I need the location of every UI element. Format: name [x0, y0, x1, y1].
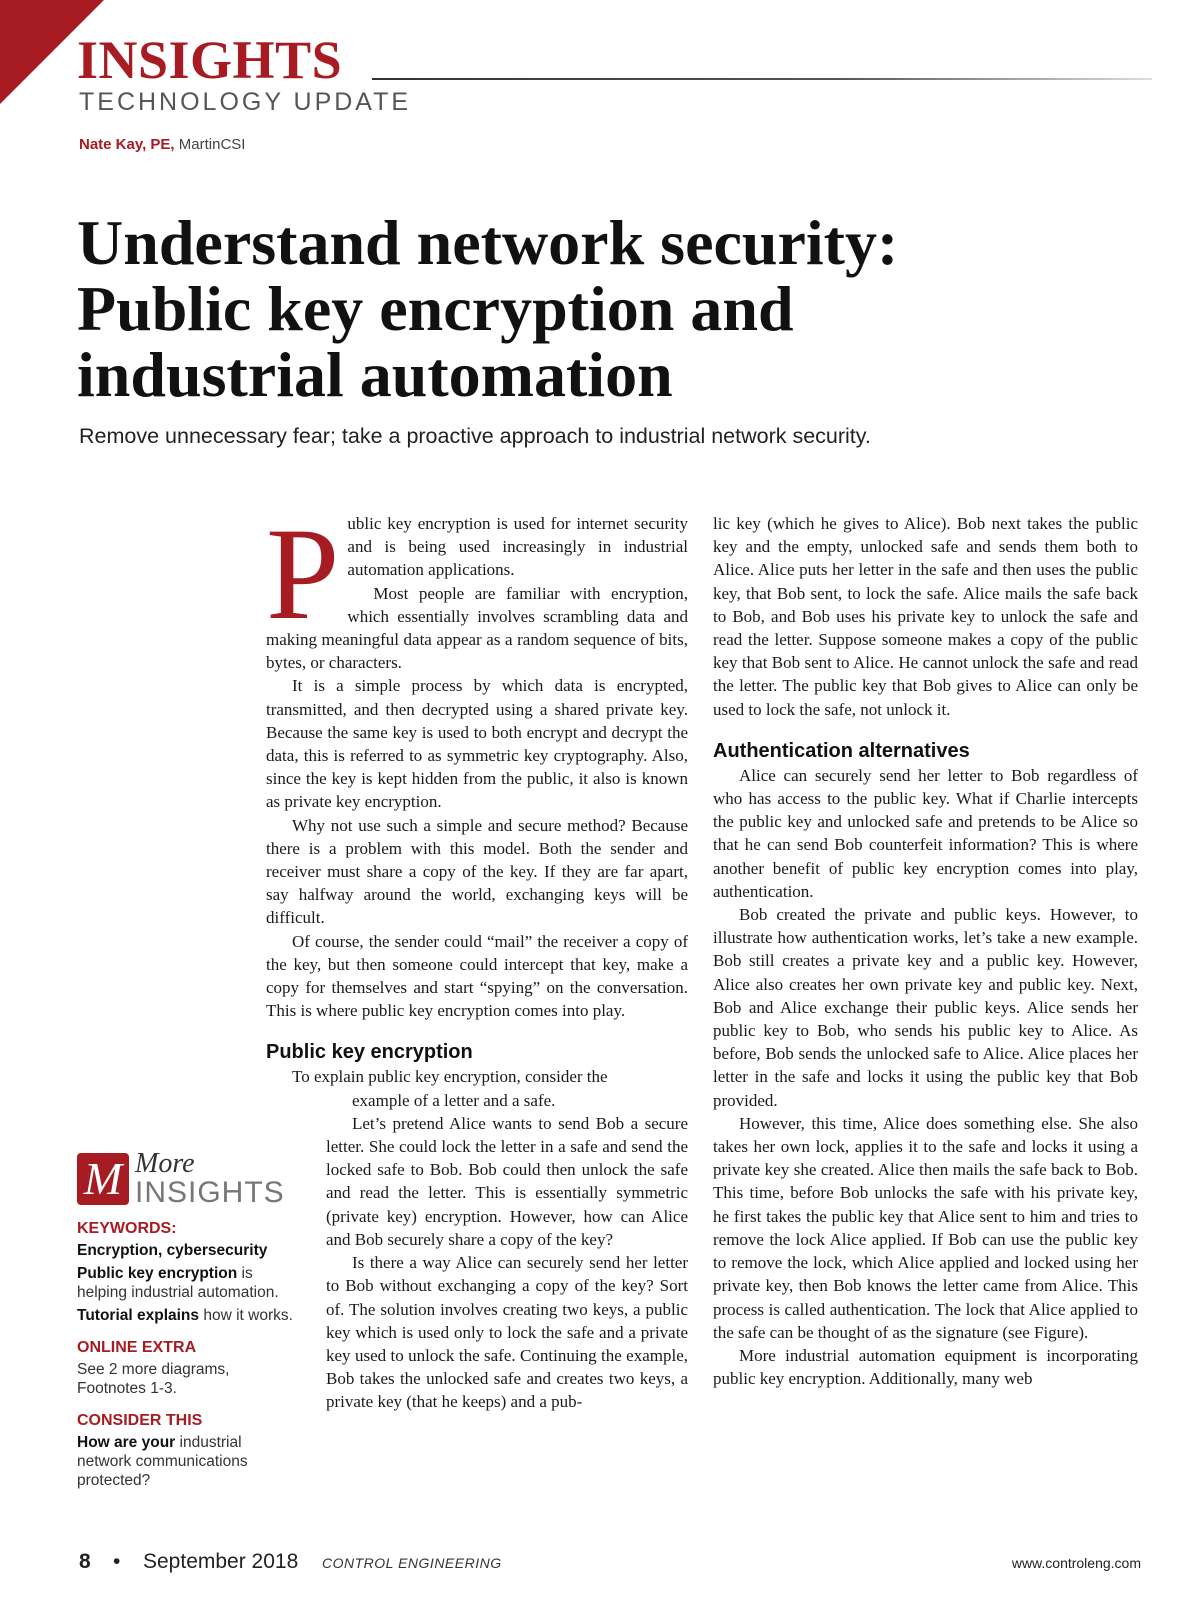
- magazine-name: CONTROL ENGINEERING: [322, 1555, 502, 1571]
- m-logo-icon: M: [77, 1153, 129, 1205]
- more-insights-sidebar: [77, 1148, 297, 1494]
- deck: Remove unnecessary fear; take a proactive approach to industrial network security.: [79, 424, 871, 448]
- article-column-1: [266, 500, 688, 1414]
- section2-paragraph-4: More industrial automation equipment is incorporating public key encryption. Additionally, many web: [713, 1345, 1138, 1389]
- headline-line-1: Understand network security:: [77, 207, 899, 278]
- section2-paragraph-1: Alice can securely send her letter to Bob regardless of who has access to the public key. What if Charlie intercepts the public key and unlocked safe and pretends to be Alice so that he can send Bob counterfeit information? This is where another benefit of public key encryption comes into play, authentication.: [713, 765, 1138, 901]
- intro-paragraph-4: Why not use such a simple and secure method? Because there is a problem with this model. Both the sender and receiver must share a copy of the key. If they are far apart, say halfway around the world, exchanging keys will be difficult.: [266, 815, 688, 928]
- section-heading-authentication: Authentication alternatives: [713, 739, 970, 762]
- logo-text: [135, 1150, 285, 1208]
- more-insights-logo: [77, 1148, 297, 1209]
- headline-line-3: industrial automation: [77, 339, 673, 410]
- consider-this-text: How are your industrial network communications protected?: [77, 1434, 248, 1489]
- section2-paragraph-2: Bob created the private and public keys. However, to illustrate how authentication works, let’s take a new example. Bob still creates a private key and a public key. However, Alice also creates her own private key and public key. Next, Bob and Alice exchange their public keys. Alice sends her public key to Bob, who sends his public key to Alice. As before, Bob sends the unlocked safe to Alice. Alice places her letter in the safe and locks it using the public key that Bob provided.: [713, 905, 1138, 1110]
- keywords-heading: KEYWORDS:: [77, 1220, 177, 1237]
- online-extra-text: See 2 more diagrams, Footnotes 1-3.: [77, 1361, 230, 1397]
- intro-paragraph-2: Most people are familiar with encryption, which essentially involves scrambling data and making meaningful data appear as a random sequence of bits, bytes, or characters.: [266, 583, 688, 673]
- page-number: 8: [79, 1550, 91, 1573]
- page-footer: [79, 1550, 1141, 1580]
- intro-paragraph-5: Of course, the sender could “mail” the receiver a copy of the key, but then someone could intercept that key, make a copy for themselves and start “spying” on the conversation. This is where public key encryption comes into play.: [266, 931, 688, 1021]
- section1-paragraph-1: example of a letter and a safe.: [352, 1090, 556, 1110]
- section1-paragraph-2: Let’s pretend Alice wants to send Bob a secure letter. She could lock the letter in a safe and send the locked safe to Bob. Bob could then unlock the safe and read the letter. This is essentially symmetric (private key) encryption. However, how can Alice and Bob securely share a copy of the key?: [326, 1113, 688, 1249]
- section1-lead: To explain public key encryption, consider the: [292, 1067, 608, 1087]
- article-column-2: [713, 512, 1138, 1390]
- section1-indented-block: [266, 1089, 688, 1414]
- section-heading-public-key: Public key encryption: [266, 1041, 473, 1064]
- logo-more: More: [135, 1148, 195, 1179]
- online-extra-heading: ONLINE EXTRA: [77, 1339, 197, 1356]
- headline-line-2: Public key encryption and: [77, 273, 794, 344]
- section-subtitle: TECHNOLOGY UPDATE: [79, 88, 412, 116]
- headline: [77, 207, 1137, 410]
- keyword-item-3: Tutorial explains how it works.: [77, 1307, 293, 1324]
- col2-continuation: lic key (which he gives to Alice). Bob next takes the public key and the empty, unlocked safe and sends them both to Alice. Alice puts her letter in the safe and then uses the public key, that Bob sent, to lock the safe. Alice mails the safe back to Bob, and Bob uses his private key to unlock the safe and read the letter. Suppose someone makes a copy of the public key that Bob sent to Alice. He cannot unlock the safe and read the letter. The public key that Bob gives to Alice can only be used to lock the safe, not unlock it.: [713, 514, 1138, 719]
- logo-insights: INSIGHTS: [135, 1176, 285, 1209]
- footer-bullet: •: [113, 1550, 121, 1573]
- consider-this-heading: CONSIDER THIS: [77, 1412, 203, 1429]
- issue-date: September 2018: [143, 1550, 299, 1573]
- byline: [79, 136, 245, 153]
- keyword-item-2: Public key encryption is helping industrial automation.: [77, 1265, 279, 1301]
- author-name: Nate Kay, PE,: [79, 136, 175, 153]
- intro-paragraph-3: It is a simple process by which data is encrypted, transmitted, and then decrypted using a shared private key. Because the same key is used to both encrypt and decrypt the data, this is referred to as symmetric key cryptography. Also, since the key is kept hidden from the public, it also is known as private key encryption.: [266, 676, 688, 812]
- author-org: MartinCSI: [178, 136, 246, 153]
- section-title: INSIGHTS: [77, 30, 343, 90]
- header-rule: [372, 78, 1152, 80]
- dropcap: P: [266, 500, 340, 647]
- magazine-url: www.controleng.com: [1011, 1555, 1141, 1571]
- section2-paragraph-3: However, this time, Alice does something else. She also takes her own lock, applies it to the safe and locks it using a private key she created. Alice then mails the safe back to Bob. This time, before Bob unlocks the safe with his private key, he first takes the public key that Alice sent to him and tries to remove the lock Alice applied. If Bob can use the public key to remove the lock, which Alice applied and locked using her private key, then Bob knows the letter came from Alice. This process is called authentication. The lock that Alice applied to the safe can be thought of as the signature (see Figure).: [713, 1113, 1138, 1342]
- section1-paragraph-3: Is there a way Alice can securely send her letter to Bob without exchanging a copy of the key? Sort of. The solution involves creating two keys, a public key which is used only to lock the safe and a private key used to unlock the safe. Continuing the example, Bob takes the unlocked safe and creates two keys, a private key (that he keeps) and a pub-: [326, 1253, 688, 1412]
- keywords-line: Encryption, cybersecurity: [77, 1242, 268, 1259]
- intro-paragraph-1: Public key encryption is used for internet security and is being used increasingly in industrial automation applications.: [266, 500, 688, 647]
